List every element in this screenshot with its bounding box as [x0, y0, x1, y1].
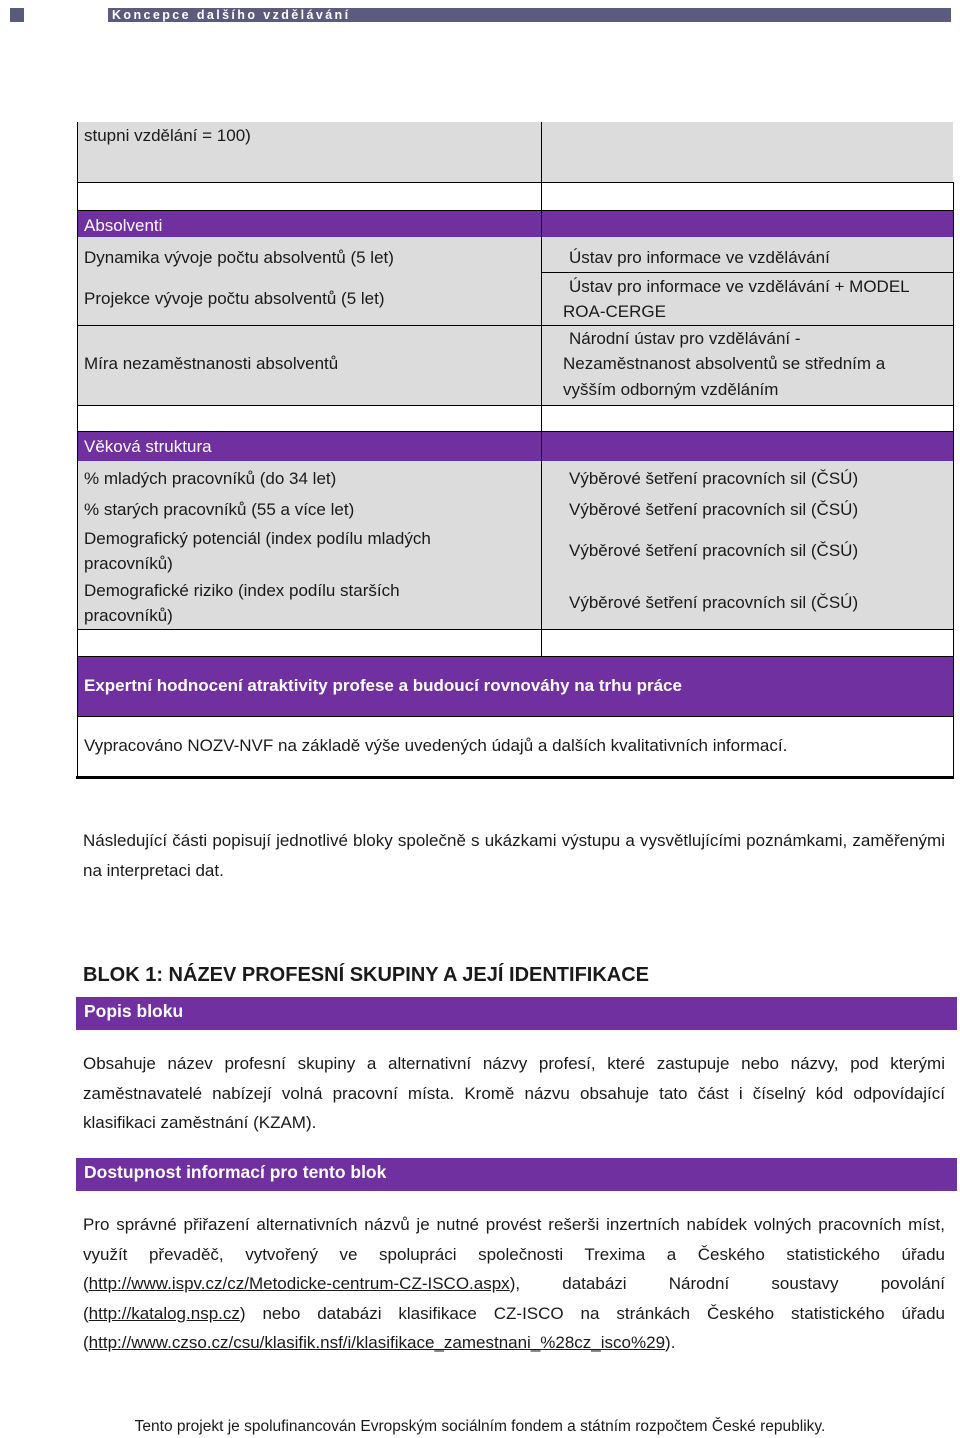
- table-hline: [77, 716, 954, 717]
- intro-paragraph: Následující části popisují jednotlivé bloky společně s ukázkami výstupu a vysvětlujícími poznámkami, zaměřenými na interpretaci dat.: [83, 831, 945, 880]
- table-hline: [77, 405, 954, 406]
- table-hline: [77, 210, 954, 211]
- absolventi-row-2-right-line1: Ústav pro informace ve vzdělávání + MODEL: [569, 277, 910, 296]
- vekova-row-3-left-line1: Demografický potenciál (index podílu mladých: [84, 529, 431, 548]
- vekova-row-4-right: Výběrové šetření pracovních sil (ČSÚ): [569, 593, 859, 612]
- dostupnost-band: [76, 1158, 957, 1191]
- popis-bloku-text: Obsahuje název profesní skupiny a alternativní názvy profesí, které zastupuje nebo názvy, pod kterými zaměstnavatelé nabízejí volná pracovní místa. Kromě názvu obsahuje tato část i číselný kód odpovídající klasifikaci zaměstnání (KZAM).: [83, 1054, 945, 1132]
- block1-title: BLOK 1: NÁZEV PROFESNÍ SKUPINY A JEJÍ IDENTIFIKACE: [83, 964, 650, 986]
- absolventi-row-3-right-line2: Nezaměstnanost absolventů se středním a: [563, 354, 886, 373]
- header-square-icon: [10, 8, 24, 22]
- dostupnost-text-part: ) nebo databázi klasifikace CZ-ISCO na stránkách Českého statistického úřadu (: [83, 1303, 945, 1352]
- link-nsp[interactable]: http://katalog.nsp.cz: [88, 1303, 240, 1323]
- vekova-row-1-left: % mladých pracovníků (do 34 let): [84, 469, 337, 488]
- absolventi-row-2-right-line2: ROA-CERGE: [563, 302, 666, 321]
- table-cell-top-left: stupni vzdělání = 100): [84, 126, 251, 145]
- vekova-row-3-left-line2: pracovníků): [84, 554, 173, 573]
- table-hline: [541, 272, 954, 273]
- expert-heading: Expertní hodnocení atraktivity profese a budoucí rovnováhy na trhu práce: [84, 676, 682, 695]
- absolventi-row-3-right-line3: vyšším odborným vzděláním: [563, 380, 779, 399]
- footer-text: Tento projekt je spolufinancován Evropským sociálním fondem a státním rozpočtem České republiky.: [134, 1418, 826, 1435]
- header-title: Koncepce dalšího vzdělávání: [112, 8, 351, 22]
- table-hline: [77, 656, 954, 657]
- dostupnost-text-part: ), databázi Národní soustavy povolání (: [83, 1274, 945, 1323]
- vekova-row-2-left: % starých pracovníků (55 a více let): [84, 500, 355, 519]
- dostupnost-heading: Dostupnost informací pro tento blok: [84, 1162, 387, 1182]
- absolventi-heading: Absolventi: [84, 216, 163, 235]
- absolventi-row-1-left: Dynamika vývoje počtu absolventů (5 let): [84, 248, 394, 267]
- table-border-left: [77, 122, 78, 778]
- table-column-divider: [541, 122, 542, 656]
- table-border-bottom: [76, 776, 954, 779]
- table-hline: [77, 431, 954, 432]
- vekova-heading: Věková struktura: [84, 437, 212, 456]
- dostupnost-text-part: ).: [665, 1333, 676, 1352]
- expert-text: Vypracováno NOZV-NVF na základě výše uvedených údajů a dalších kvalitativních informací.: [84, 736, 788, 755]
- table-hline: [77, 182, 954, 183]
- dostupnost-text: [83, 1210, 945, 1358]
- vekova-row-2-right: Výběrové šetření pracovních sil (ČSÚ): [569, 500, 859, 519]
- link-czso[interactable]: http://www.czso.cz/csu/klasifik.nsf/i/klasifikace_zamestnani_%28cz_isco%29: [88, 1333, 666, 1352]
- vekova-row-3-right: Výběrové šetření pracovních sil (ČSÚ): [569, 541, 859, 560]
- absolventi-row-3-right-line1: Národní ústav pro vzdělávání -: [569, 329, 801, 348]
- table-hline: [77, 325, 542, 326]
- vekova-row-1-right: Výběrové šetření pracovních sil (ČSÚ): [569, 469, 859, 488]
- popis-bloku-heading: Popis bloku: [84, 1001, 184, 1021]
- table-hline: [77, 629, 954, 630]
- absolventi-row-1-right: Ústav pro informace ve vzdělávání: [569, 248, 830, 267]
- absolventi-row-2-left: Projekce vývoje počtu absolventů (5 let): [84, 289, 385, 308]
- absolventi-row-3-left: Míra nezaměstnanosti absolventů: [84, 354, 339, 373]
- absolventi-header-row: [77, 210, 953, 237]
- link-ispv[interactable]: http://www.ispv.cz/cz/Metodicke-centrum-CZ-ISCO.aspx: [88, 1274, 510, 1293]
- popis-bloku-band: [76, 997, 957, 1030]
- dostupnost-text-part: Pro správné přiřazení alternativních názvů je nutné provést rešerši inzertních nabídek volných pracovních míst, využít převaděč, vytvořený ve spolupráci společnosti Trexima a Českého statistického úřadu (: [83, 1215, 945, 1293]
- vekova-row-4-left-line2: pracovníků): [84, 606, 173, 625]
- vekova-row-4-left-line1: Demografické riziko (index podílu starších: [84, 581, 400, 600]
